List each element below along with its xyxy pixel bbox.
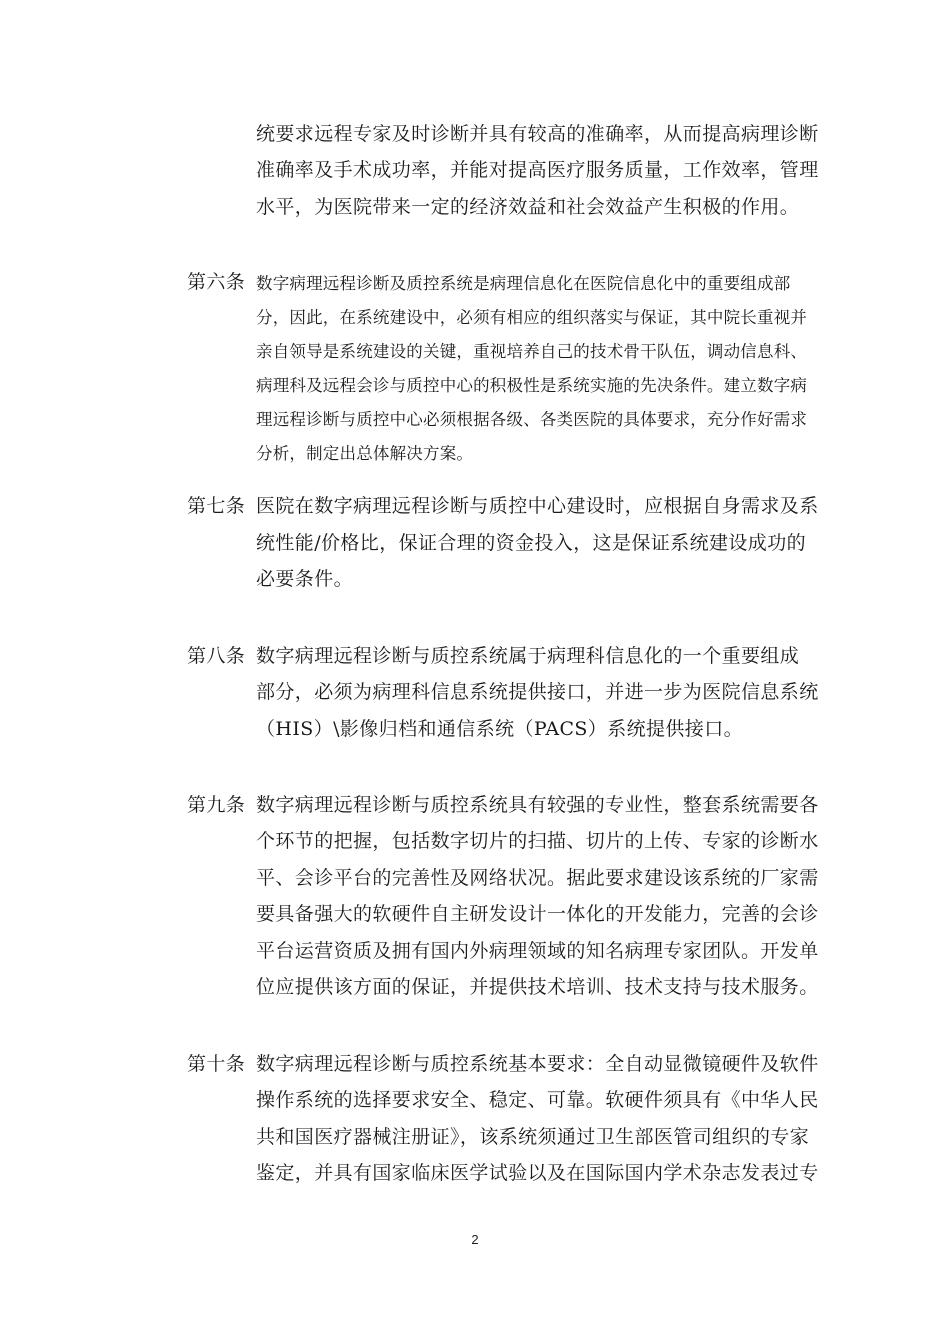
text-line: 水平，为医院带来一定的经济效益和社会效益产生积极的作用。 (256, 196, 800, 218)
text-line: 数字病理远程诊断及质控系统是病理信息化在医院信息化中的重要组成部 (256, 274, 791, 293)
text-line: 分，因此，在系统建设中，必须有相应的组织落实与保证，其中院长重视并 (256, 308, 808, 327)
text-line: （HIS）\影像归档和通信系统（PACS）系统提供接口。 (256, 718, 744, 740)
text-line: 数字病理远程诊断与质控系统具有较强的专业性，整套系统需要各 (256, 794, 819, 816)
article-label: 第十条 (187, 1053, 246, 1075)
text-line: 要具备强大的软硬件自主研发设计一体化的开发能力，完善的会诊 (256, 903, 819, 925)
text-line: 统要求远程专家及时诊断并具有较高的准确率，从而提高病理诊断 (256, 123, 819, 145)
text-line: 必要条件。 (256, 568, 354, 590)
article-label: 第七条 (187, 495, 246, 517)
text-line: 数字病理远程诊断与质控系统基本要求：全自动显微镜硬件及软件 (256, 1053, 819, 1075)
text-line: 操作系统的选择要求安全、稳定、可靠。软硬件须具有《中华人民 (256, 1089, 819, 1111)
text-line: 平、会诊平台的完善性及网络状况。据此要求建设该系统的厂家需 (256, 867, 819, 889)
text-line: 个环节的把握，包括数字切片的扫描、切片的上传、专家的诊断水 (256, 830, 819, 852)
text-line: 病理科及远程会诊与质控中心的积极性是系统实施的先决条件。建立数字病 (256, 376, 808, 395)
text-line: 数字病理远程诊断与质控系统属于病理科信息化的一个重要组成 (256, 645, 800, 667)
page-number: 2 (471, 1232, 479, 1247)
text-line: 统性能/价格比，保证合理的资金投入，这是保证系统建设成功的 (256, 532, 807, 554)
article-label: 第九条 (187, 794, 246, 816)
text-line: 位应提供该方面的保证，并提供技术培训、技术支持与技术服务。 (256, 976, 819, 998)
text-line: 理远程诊断与质控中心必须根据各级、各类医院的具体要求，充分作好需求 (256, 410, 808, 429)
article-label: 第六条 (187, 271, 246, 293)
text-line: 部分，必须为病理科信息系统提供接口，并进一步为医院信息系统 (256, 681, 819, 703)
text-line: 鉴定，并具有国家临床医学试验以及在国际国内学术杂志发表过专 (256, 1162, 819, 1184)
article-label: 第八条 (187, 645, 246, 667)
text-line: 平台运营资质及拥有国内外病理领域的知名病理专家团队。开发单 (256, 940, 819, 962)
text-line: 医院在数字病理远程诊断与质控中心建设时，应根据自身需求及系 (256, 495, 819, 517)
text-line: 分析，制定出总体解决方案。 (256, 444, 474, 463)
text-line: 准确率及手术成功率，并能对提高医疗服务质量，工作效率，管理 (256, 159, 819, 181)
text-line: 亲自领导是系统建设的关键，重视培养自己的技术骨干队伍，调动信息科、 (256, 342, 808, 361)
text-line: 共和国医疗器械注册证》，该系统须通过卫生部医管司组织的专家 (256, 1126, 810, 1148)
